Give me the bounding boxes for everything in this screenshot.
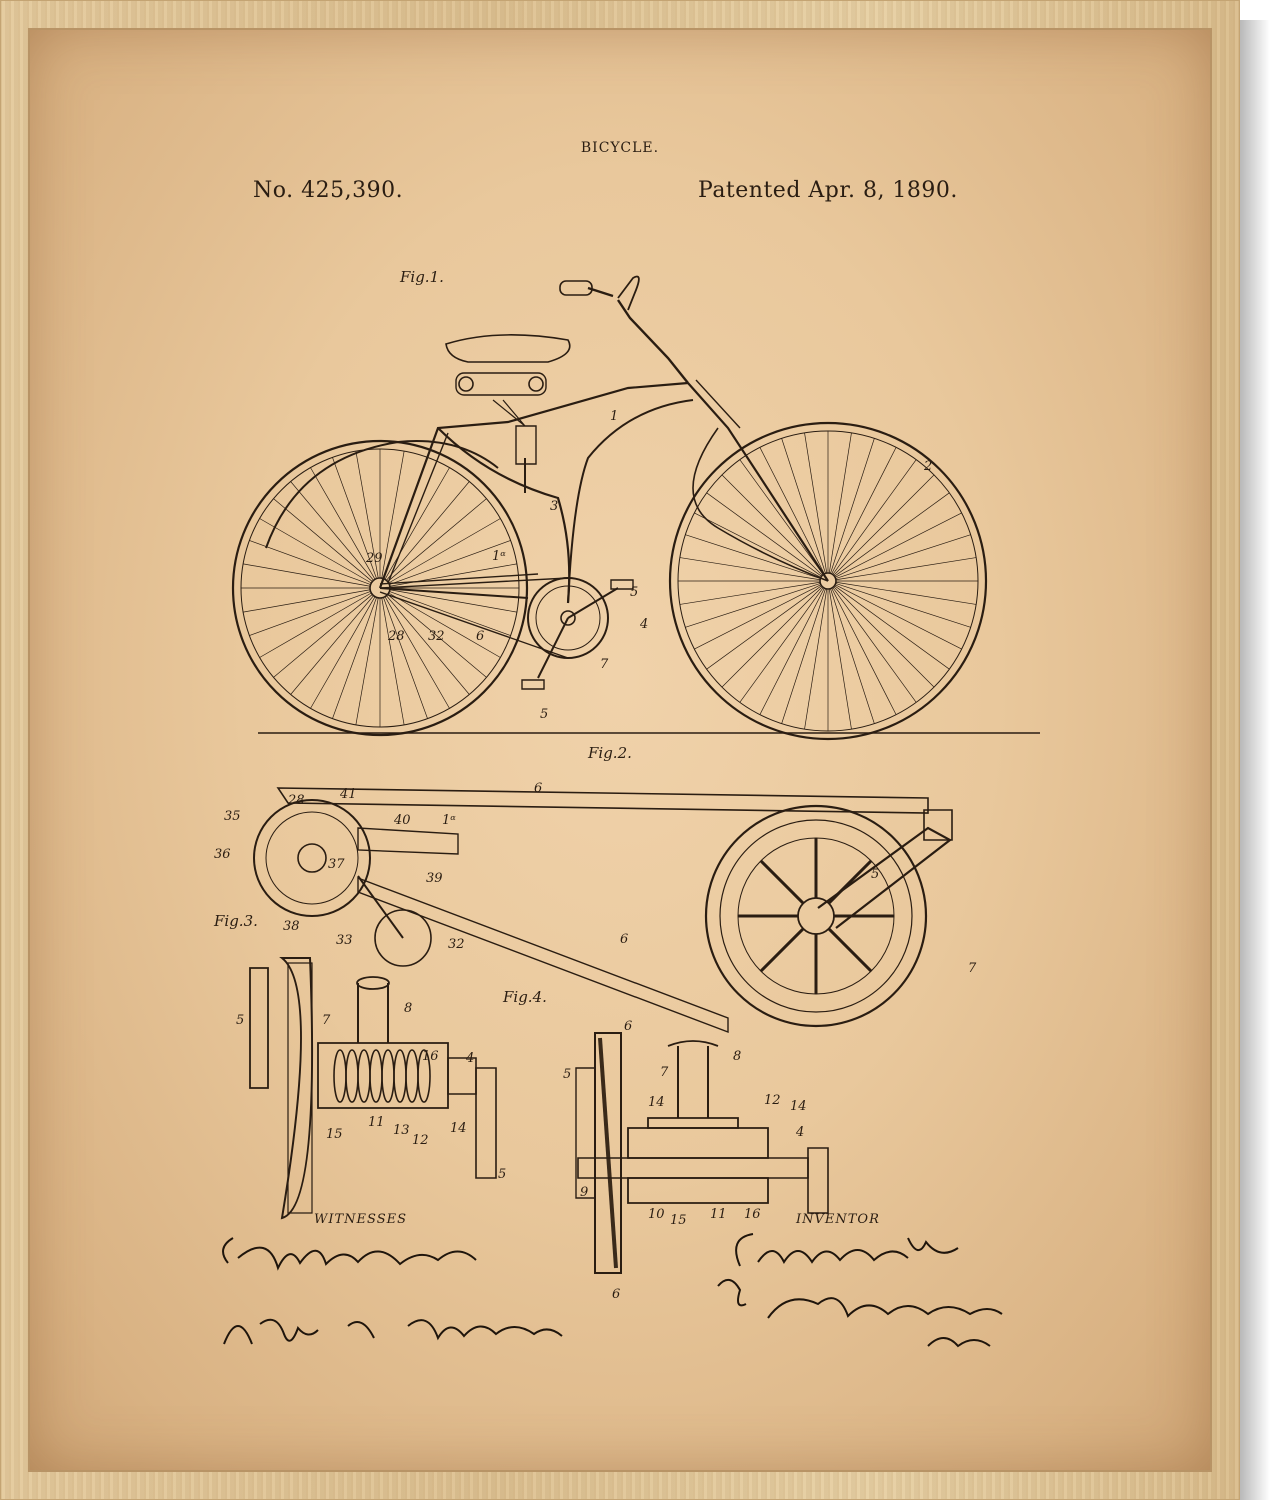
- svg-text:1ᵅ: 1ᵅ: [492, 549, 506, 564]
- svg-text:15: 15: [326, 1127, 343, 1142]
- svg-text:4: 4: [796, 1125, 805, 1140]
- frame-shadow: [1240, 20, 1270, 1500]
- svg-text:13: 13: [393, 1123, 410, 1138]
- svg-text:14: 14: [450, 1121, 467, 1136]
- svg-text:15: 15: [670, 1213, 687, 1228]
- fig2-label: Fig.2.: [588, 744, 632, 762]
- svg-text:4: 4: [466, 1051, 475, 1066]
- svg-text:6: 6: [620, 932, 629, 947]
- svg-text:14: 14: [648, 1095, 665, 1110]
- svg-text:1: 1: [610, 409, 619, 424]
- svg-text:36: 36: [214, 847, 231, 862]
- svg-text:32: 32: [428, 629, 445, 644]
- svg-text:5: 5: [630, 585, 639, 600]
- fig1-label: Fig.1.: [400, 268, 444, 286]
- svg-text:16: 16: [422, 1049, 439, 1064]
- svg-text:41: 41: [340, 787, 357, 802]
- fig1-reference-numbers: [365, 409, 932, 722]
- fig1-bicycle: [233, 277, 1040, 740]
- svg-text:39: 39: [426, 871, 443, 886]
- svg-text:7: 7: [600, 657, 609, 672]
- svg-text:6: 6: [612, 1287, 621, 1302]
- svg-text:37: 37: [328, 857, 345, 872]
- svg-text:7: 7: [322, 1013, 331, 1028]
- patent-date: Patented Apr. 8, 1890.: [698, 178, 958, 203]
- attorney-signature: [718, 1280, 1002, 1346]
- svg-text:5: 5: [540, 707, 549, 722]
- svg-text:5: 5: [563, 1067, 572, 1082]
- svg-text:12: 12: [764, 1093, 781, 1108]
- svg-text:5: 5: [498, 1167, 507, 1182]
- svg-text:3: 3: [550, 499, 559, 514]
- fig4-label: Fig.4.: [503, 988, 547, 1006]
- witnesses-label: WITNESSES: [314, 1212, 408, 1227]
- patent-title: BICYCLE.: [580, 140, 660, 156]
- fig3-mechanism: [250, 958, 496, 1218]
- fig4-reference-numbers: [563, 1019, 807, 1302]
- svg-text:28: 28: [288, 793, 305, 808]
- svg-text:33: 33: [336, 933, 353, 948]
- patent-drawing: [28, 28, 1212, 1472]
- fig2-reference-numbers: [214, 781, 977, 976]
- fig3-label: Fig.3.: [214, 912, 258, 930]
- svg-text:6: 6: [476, 629, 485, 644]
- svg-text:28: 28: [388, 629, 405, 644]
- inventor-label: INVENTOR: [796, 1212, 880, 1227]
- svg-text:12: 12: [412, 1133, 429, 1148]
- svg-text:2: 2: [924, 459, 933, 474]
- svg-text:5: 5: [871, 867, 880, 882]
- witness-signature-2: [224, 1320, 562, 1344]
- svg-text:10: 10: [648, 1207, 665, 1222]
- svg-text:6: 6: [534, 781, 543, 796]
- patent-number: No. 425,390.: [253, 178, 404, 203]
- svg-text:11: 11: [710, 1207, 727, 1222]
- svg-text:38: 38: [283, 919, 300, 934]
- patent-print: [28, 28, 1212, 1472]
- svg-text:14: 14: [790, 1099, 807, 1114]
- svg-text:8: 8: [404, 1001, 413, 1016]
- svg-text:16: 16: [744, 1207, 761, 1222]
- svg-text:5: 5: [236, 1013, 245, 1028]
- svg-text:40: 40: [394, 813, 411, 828]
- svg-text:7: 7: [660, 1065, 669, 1080]
- witness-signature-1: [223, 1238, 476, 1268]
- svg-text:32: 32: [448, 937, 465, 952]
- svg-text:7: 7: [968, 961, 977, 976]
- svg-text:1ᵅ: 1ᵅ: [442, 813, 456, 828]
- svg-text:35: 35: [224, 809, 241, 824]
- fig4-cross-section: [576, 1033, 828, 1273]
- inventor-signature: [736, 1234, 958, 1266]
- svg-text:9: 9: [580, 1185, 589, 1200]
- svg-text:6: 6: [624, 1019, 633, 1034]
- svg-text:29: 29: [366, 551, 383, 566]
- svg-text:8: 8: [733, 1049, 742, 1064]
- svg-text:4: 4: [640, 617, 649, 632]
- svg-text:11: 11: [368, 1115, 385, 1130]
